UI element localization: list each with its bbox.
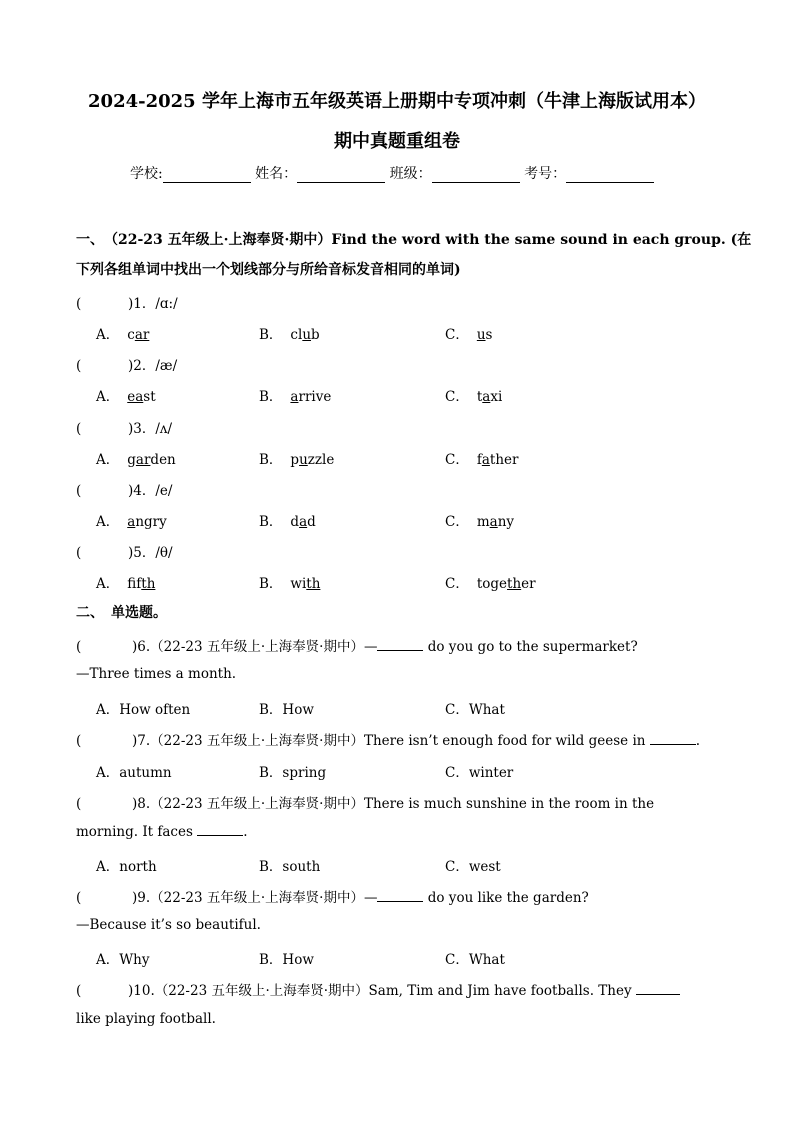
section2-heading: 二、 单选题。	[76, 605, 167, 621]
phonics-symbol: 2．/æ/	[133, 358, 178, 374]
answer-paren[interactable]: (	[76, 421, 82, 437]
phonics-symbol: 5．/θ/	[133, 545, 173, 561]
answer-paren[interactable]: (	[76, 483, 82, 499]
exam-title: 2024-2025 学年上海市五年级英语上册期中专项冲刺（牛津上海版试用本）	[88, 91, 706, 112]
phonics-q4-option-a[interactable]: A． angry	[96, 514, 167, 530]
q6-option-c[interactable]: C．What	[445, 702, 505, 718]
underlined-letters: a	[489, 514, 498, 530]
q8-option-b[interactable]: B．south	[259, 859, 321, 875]
underlined-letters: u	[302, 327, 312, 343]
q7-option-a[interactable]: A．autumn	[96, 765, 172, 781]
phonics-question-1: ( )1．/ɑ:/	[76, 296, 178, 312]
underlined-letters: ar	[135, 452, 151, 468]
phonics-question-3: ( )3．/ʌ/	[76, 421, 173, 437]
exam-subtitle: 期中真题重组卷	[334, 131, 460, 152]
q7-option-c[interactable]: C．winter	[445, 765, 514, 781]
section1-heading: 一、 （22-23 五年级上·上海奉贤·期中）Find the word with the same sound in each group. (在	[76, 232, 752, 248]
name-label: 姓名：	[255, 166, 298, 182]
id-field[interactable]	[566, 166, 654, 183]
q9-option-c[interactable]: C．What	[445, 952, 505, 968]
q6-option-b[interactable]: B．How	[259, 702, 314, 718]
student-info-row	[130, 163, 654, 183]
answer-blank[interactable]	[377, 638, 423, 651]
question-6-answer-line: —Three times a month.	[76, 666, 237, 682]
phonics-q4-option-c[interactable]: C． many	[445, 514, 515, 530]
phonics-symbol: 3．/ʌ/	[133, 421, 173, 437]
underlined-letters: a	[482, 389, 491, 405]
q6-option-a[interactable]: A．How often	[96, 702, 191, 718]
question-8-cont: morning. It faces .	[76, 824, 248, 840]
underlined-letters: a	[481, 452, 490, 468]
phonics-q1-option-a[interactable]: A． car	[96, 327, 150, 343]
phonics-question-5: ( )5．/θ/	[76, 545, 173, 561]
answer-paren[interactable]: (	[76, 890, 82, 906]
phonics-symbol: 4．/e/	[133, 483, 173, 499]
underlined-letters: ea	[127, 389, 144, 405]
answer-blank[interactable]	[650, 732, 696, 745]
id-label: 考号：	[524, 166, 567, 182]
question-7: ( )7.（22-23 五年级上·上海奉贤·期中）There isn’t enough food for wild geese in .	[76, 733, 701, 749]
school-field[interactable]	[163, 166, 251, 183]
answer-paren[interactable]: (	[76, 296, 82, 312]
underlined-letters: th	[306, 576, 321, 592]
phonics-q5-option-b[interactable]: B． with	[259, 576, 321, 592]
answer-paren[interactable]: (	[76, 639, 82, 655]
question-9: ( )9.（22-23 五年级上·上海奉贤·期中）— do you like the garden?	[76, 890, 589, 906]
phonics-q1-option-c[interactable]: C． us	[445, 327, 493, 343]
answer-blank[interactable]	[197, 823, 243, 836]
q9-option-b[interactable]: B．How	[259, 952, 314, 968]
underlined-letters: a	[299, 514, 308, 530]
answer-paren[interactable]: (	[76, 545, 82, 561]
answer-paren[interactable]: (	[76, 983, 82, 999]
class-field[interactable]	[432, 166, 520, 183]
school-label: 学校:	[130, 166, 163, 182]
phonics-q3-option-a[interactable]: A． garden	[96, 452, 176, 468]
underlined-letters: u	[299, 452, 308, 468]
answer-paren[interactable]: (	[76, 358, 82, 374]
q8-option-c[interactable]: C．west	[445, 859, 501, 875]
phonics-q5-option-a[interactable]: A． fifth	[96, 576, 156, 592]
phonics-q5-option-c[interactable]: C． together	[445, 576, 536, 592]
class-label: 班级：	[389, 166, 432, 182]
answer-paren[interactable]: (	[76, 733, 82, 749]
phonics-symbol: 1．/ɑ:/	[133, 296, 178, 312]
question-10-cont: like playing football.	[76, 1011, 216, 1027]
underlined-letters: th	[507, 576, 522, 592]
phonics-q2-option-a[interactable]: A． east	[96, 389, 156, 405]
question-8: ( )8.（22-23 五年级上·上海奉贤·期中）There is much sunshine in the room in the	[76, 796, 655, 812]
q8-option-a[interactable]: A．north	[96, 859, 157, 875]
name-field[interactable]	[297, 166, 385, 183]
answer-blank[interactable]	[377, 889, 423, 902]
question-10: ( )10.（22-23 五年级上·上海奉贤·期中）Sam, Tim and Jim have footballs. They	[76, 979, 680, 999]
question-9-answer-line: —Because it’s so beautiful.	[76, 917, 261, 933]
answer-paren[interactable]: (	[76, 796, 82, 812]
underlined-letters: u	[476, 327, 486, 343]
phonics-question-4: ( )4．/e/	[76, 483, 173, 499]
underlined-letters: a	[127, 514, 136, 530]
section1-heading-cont: 下列各组单词中找出一个划线部分与所给音标发音相同的单词)	[76, 262, 461, 278]
phonics-q3-option-b[interactable]: B． puzzle	[259, 452, 335, 468]
phonics-q1-option-b[interactable]: B． club	[259, 327, 320, 343]
phonics-q2-option-b[interactable]: B． arrive	[259, 389, 332, 405]
phonics-q4-option-b[interactable]: B． dad	[259, 514, 316, 530]
answer-blank[interactable]	[636, 982, 680, 995]
q9-option-a[interactable]: A．Why	[96, 952, 150, 968]
phonics-question-2: ( )2．/æ/	[76, 358, 178, 374]
underlined-letters: a	[290, 389, 299, 405]
phonics-q3-option-c[interactable]: C． father	[445, 452, 519, 468]
underlined-letters: ar	[134, 327, 150, 343]
q7-option-b[interactable]: B．spring	[259, 765, 327, 781]
underlined-letters: th	[141, 576, 156, 592]
phonics-q2-option-c[interactable]: C． taxi	[445, 389, 503, 405]
question-6: ( )6.（22-23 五年级上·上海奉贤·期中）— do you go to the supermarket?	[76, 639, 638, 655]
